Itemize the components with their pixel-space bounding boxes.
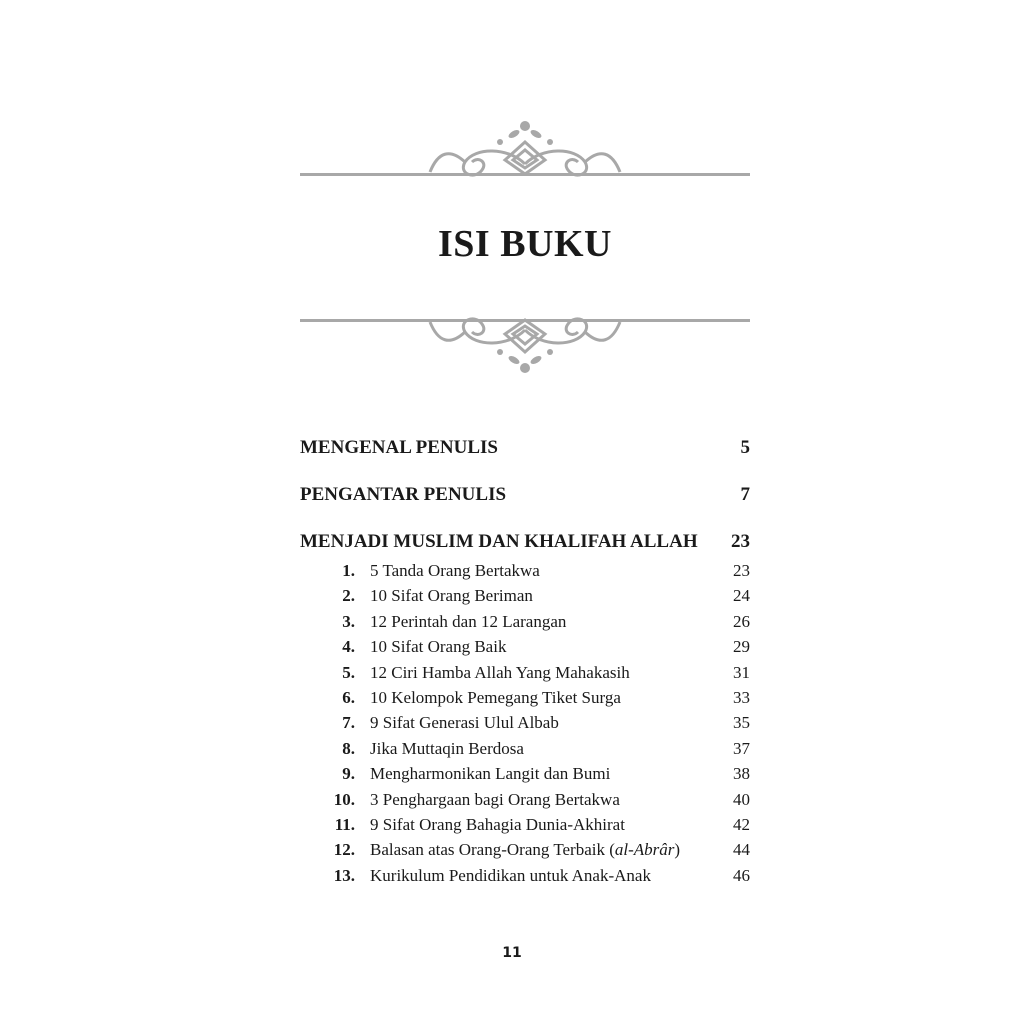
entry-number: 1. xyxy=(342,561,355,580)
entry-title: 10 Sifat Orang Beriman xyxy=(370,586,533,606)
entry-number: 8. xyxy=(342,738,355,758)
entry-number: 7. xyxy=(342,713,355,733)
section-page: 7 xyxy=(740,484,750,505)
entry-number: 4. xyxy=(342,637,355,657)
toc-entry[interactable] xyxy=(300,790,750,815)
entry-title: 12 Ciri Hamba Allah Yang Mahakasih xyxy=(370,662,630,682)
entry-page: 40 xyxy=(733,789,750,809)
toc-entry[interactable] xyxy=(300,586,750,611)
entry-page: 26 xyxy=(733,611,750,631)
bottom-ornament xyxy=(420,312,630,382)
toc-section[interactable] xyxy=(300,531,750,561)
toc-entry[interactable] xyxy=(300,815,750,840)
table-of-contents xyxy=(300,437,750,891)
entry-number: 9. xyxy=(342,764,355,784)
section-title: MENGENAL PENULIS xyxy=(300,437,498,458)
entry-title: 10 Kelompok Pemegang Tiket Surga xyxy=(370,687,621,707)
entry-page: 24 xyxy=(733,586,750,606)
toc-section[interactable] xyxy=(300,437,750,467)
entry-title: 10 Sifat Orang Baik xyxy=(370,637,507,657)
page-number: 11 xyxy=(502,945,522,961)
entry-title: Balasan atas Orang-Orang Terbaik (al-Abrâr) xyxy=(370,840,681,860)
toc-entry[interactable] xyxy=(300,713,750,738)
entry-title: Mengharmonikan Langit dan Bumi xyxy=(370,764,611,784)
entry-number: 12. xyxy=(333,840,355,860)
entry-title: 12 Perintah dan 12 Larangan xyxy=(370,611,567,631)
entry-title: Jika Muttaqin Berdosa xyxy=(370,738,524,758)
entry-page: 33 xyxy=(733,687,750,707)
entry-page: 23 xyxy=(733,561,750,580)
toc-section[interactable] xyxy=(300,484,750,514)
top-ornament xyxy=(420,112,630,182)
section-title: MENJADI MUSLIM DAN KHALIFAH ALLAH xyxy=(300,531,698,552)
top-divider xyxy=(300,173,750,176)
entry-page: 31 xyxy=(733,662,750,682)
section-title: PENGANTAR PENULIS xyxy=(300,484,507,505)
toc-entry[interactable] xyxy=(300,663,750,688)
toc-entry[interactable] xyxy=(300,840,750,865)
entry-number: 3. xyxy=(342,611,355,631)
entry-number: 13. xyxy=(333,865,355,885)
entry-number: 10. xyxy=(333,789,355,809)
section-page: 5 xyxy=(740,437,750,458)
entry-number: 6. xyxy=(342,687,355,707)
entry-page: 29 xyxy=(733,637,750,657)
entry-title: 9 Sifat Orang Bahagia Dunia-Akhirat xyxy=(370,814,625,834)
entry-page: 35 xyxy=(733,713,750,733)
entry-number: 5. xyxy=(342,662,355,682)
entry-title: Kurikulum Pendidikan untuk Anak-Anak xyxy=(370,865,651,885)
page-title: ISI BUKU xyxy=(438,223,612,265)
entry-number: 11. xyxy=(334,814,355,834)
entry-page: 42 xyxy=(733,814,750,834)
entry-page: 37 xyxy=(733,738,750,758)
toc-entry[interactable] xyxy=(300,688,750,713)
entry-title: 9 Sifat Generasi Ulul Albab xyxy=(370,713,559,733)
toc-entry[interactable] xyxy=(300,612,750,637)
toc-entry[interactable] xyxy=(300,637,750,662)
entry-title: 3 Penghargaan bagi Orang Bertakwa xyxy=(370,789,620,809)
entry-title: 5 Tanda Orang Bertakwa xyxy=(370,561,540,580)
toc-entry[interactable] xyxy=(300,561,750,586)
toc-entry[interactable] xyxy=(300,739,750,764)
toc-entry-list xyxy=(300,561,750,891)
toc-entry[interactable] xyxy=(300,866,750,891)
toc-entry[interactable] xyxy=(300,764,750,789)
entry-number: 2. xyxy=(342,586,355,606)
entry-page: 38 xyxy=(733,764,750,784)
entry-page: 44 xyxy=(733,840,750,860)
entry-page: 46 xyxy=(733,865,750,885)
section-page: 23 xyxy=(731,531,750,552)
